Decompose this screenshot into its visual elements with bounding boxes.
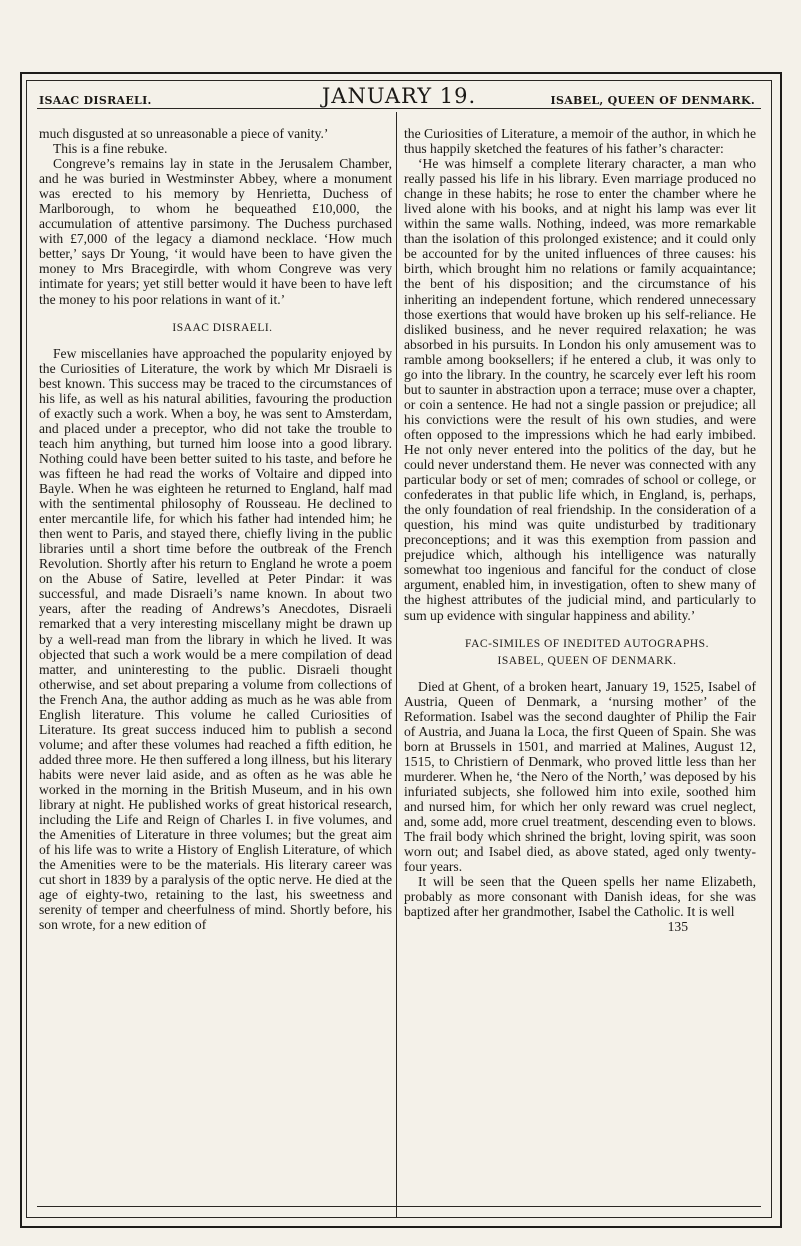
- header-right: ISABEL, QUEEN OF DENMARK.: [550, 94, 755, 107]
- paragraph: This is a fine rebuke.: [53, 141, 168, 157]
- paragraph: Few miscellanies have approached the popularity enjoyed by the Curiosities of Literature, the work by which Mr Disraeli is best known. This success may be traced to the circumstances of his life, as well as his natural abilities, favouring the production of exactly such a work. When a boy, he was sent to Amsterdam, and placed under a preceptor, who did not take the trouble to teach him anything, but turned him loose into a good library. Nothing could have been better suited to his taste, and before he was fifteen he had read the works of Voltaire and dipped into Bayle. When he was eighteen he returned to England, half mad with the sentimental philosophy of Rousseau. He declined to enter mercantile life, for which his father had intended him; he then went to Paris, and stayed there, chiefly living in the public libraries until a short time before the outbreak of the French Revolution. Shortly after his return to England he wrote a poem on the Abuse of Satire, levelled at Peter Pindar: it was successful, and made Disraeli’s name known. In about two years, after the reading of Andrews’s Anecdotes, Disraeli remarked that a very interesting miscellany might be drawn up by a well-read man from the library in which he lived. It was objected that such a work would be a mere compilation of dead matter, and uninteresting to the public. Disraeli thought otherwise, and set about preparing a volume from collections of the French Ana, the author adding as much as he was able from English literature. This volume he called Curiosities of Literature. Its great success induced him to publish a second volume; and after these volumes had reached a fifth edition, he added three more. He then suffered a long illness, but his literary habits were never laid aside, and as often as he was able he worked in the morning in the British Museum, and in his own library at night. He published works of great historical research, including the Life and Reign of Charles I. in five volumes, and the Amenities of Literature in three volumes; but the great aim of his life was to write a History of English Literature, of which the Amenities were to be the materials. His literary career was cut short in 1839 by a paralysis of the optic nerve. He died at the age of eighty-two, retaining to the last, his sweetness and serenity of temper and cheerfulness of mind. Shortly before, his son wrote, for a new edition of: [39, 345, 392, 933]
- paragraph: Congreve’s remains lay in state in the Jerusalem Chamber, and he was buried in Westminster Abbey, where a monument was erected to his memory by Henrietta, Duchess of Marlborough, to whom he bequeathed £10,000, the accumulation of attentive parsimony. The Duchess purchased with £7,000 of the legacy a diamond necklace. ‘How much better,’ says Dr Young, ‘it would have been to have given the money to Mrs Bracegirdle, with whom Congreve was very intimate for years; yet still better would it have been to have left the money to his poor relations in want of it.’: [39, 156, 392, 307]
- page: [37, 84, 761, 935]
- left-column: [39, 126, 392, 932]
- section-heading: FAC-SIMILES OF INEDITED AUTOGRAPHS.: [465, 637, 709, 650]
- paragraph: ‘He was himself a complete literary character, a man who really passed his life in his library. Even marriage produced no change in these habits; he rose to enter the chamber where he lived alone with his books, and at night his lamp was ever lit within the same walls. Nothing, indeed, was more remarkable than the isolation of this prolonged existence; and it could only be accounted for by the united influences of three causes: his birth, which brought him no relations or family acquaintance; the bent of his disposition; and the circumstance of his inheriting an independent fortune, which rendered unnecessary those exertions that would have broken up his self-reliance. He disliked business, and he never required relaxation; he was absorbed in his pursuits. In London his only amusement was to ramble among booksellers; if he entered a club, it was only to go into the library. In the country, he scarcely ever left his room but to saunter in abstraction upon a terrace; muse over a chapter, or coin a sentence. He had not a single passion or prejudice; all his convictions were the result of his own studies, and were often opposed to the impressions which he had early imbibed. He not only never entered into the politics of the day, but he could never understand them. He never was connected with any particular body or set of men; comrades of school or college, or confederates in that public life which, in England, is, perhaps, the only foundation of real friendship. In the consideration of a question, his mind was quite undisturbed by traditionary preconceptions; and it was this exemption from passion and prejudice which, although his intelligence was naturally somewhat too ingenious and fanciful for the conduct of close argument, enabled him, in investigation, often to shew many of the highest attributes of the judicial mind, and particularly to sum up evidence with singular happiness and ability.’: [404, 156, 756, 623]
- bottom-rule: [37, 1206, 761, 1207]
- header-date: JANUARY 19.: [321, 84, 477, 108]
- paragraph: Died at Ghent, of a broken heart, January 19, 1525, Isabel of Austria, Queen of Denmark, a ‘nursing mother’ of the Reformation. Isabel was the second daughter of Philip the Fair of Austria, and Juana la Loca, the first Queen of Spain. She was born at Brussels in 1501, and married at Malines, August 12, 1515, to Christiern of Denmark, who proved little less than her murderer. When he, ‘the Nero of the North,’ was deposed by his infuriated subjects, she followed him into exile, soothed him and nursed him, for which her only reward was cruel neglect, and, some add, more cruel treatment, descending even to blows. The frail body which shrined the bright, loving spirit, was soon worn out; and Isabel died, as above stated, aged only twenty-four years.: [404, 678, 756, 875]
- section-subheading: ISABEL, QUEEN OF DENMARK.: [497, 654, 677, 667]
- header-left: ISAAC DISRAELI.: [39, 94, 152, 107]
- section-heading: ISAAC DISRAELI.: [172, 321, 273, 334]
- paragraph: the Curiosities of Literature, a memoir of the author, in which he thus happily sketched the features of his father’s character:: [404, 126, 756, 157]
- two-column-body: [37, 126, 761, 1206]
- page-number: 135: [667, 919, 688, 935]
- paragraph: much disgusted at so unreasonable a piece of vanity.’: [39, 126, 329, 141]
- right-column: [404, 126, 756, 934]
- paragraph: It will be seen that the Queen spells her name Elizabeth, probably as more consonant with Danish ideas, for she was baptized after her grandmother, Isabel the Catholic. It is well: [404, 874, 756, 920]
- running-header: [37, 86, 761, 109]
- column-divider: [396, 112, 397, 1218]
